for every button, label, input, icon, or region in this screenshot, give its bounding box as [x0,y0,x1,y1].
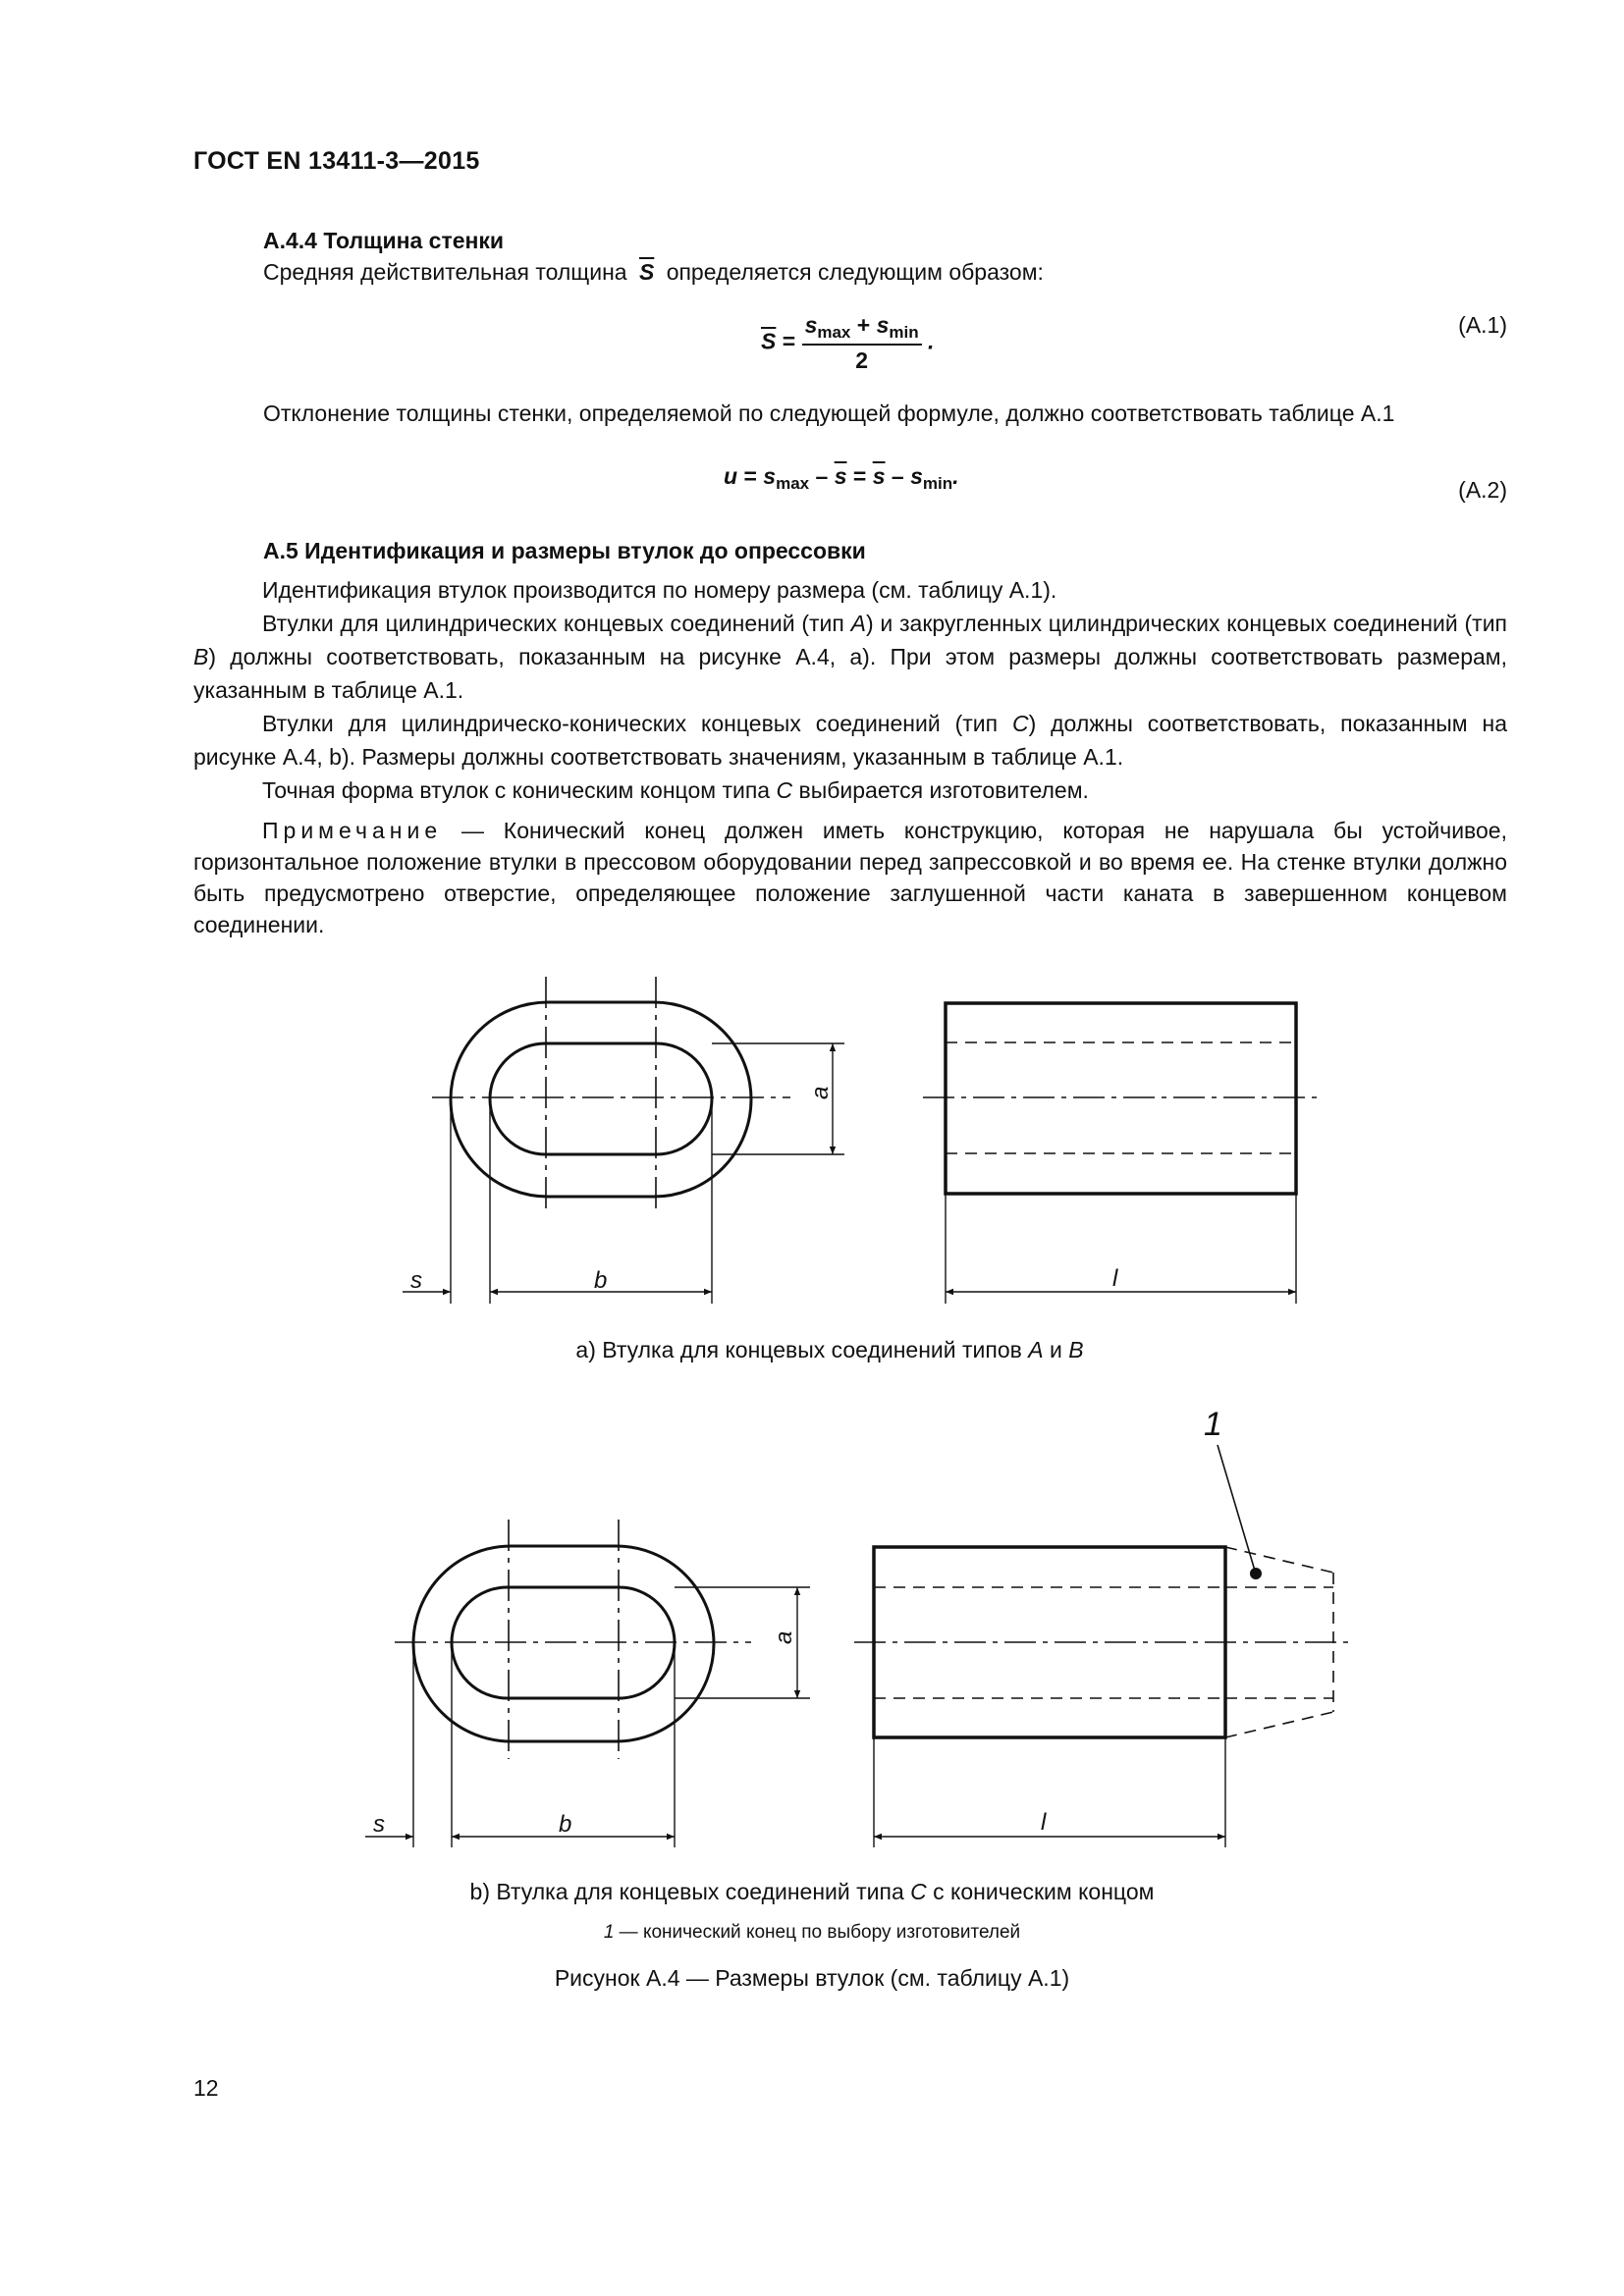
equation-number-a2: (А.2) [1458,477,1507,503]
formula2-u: u [724,463,738,489]
p2-type-a: A [850,611,866,636]
caption-a-mid: и [1043,1337,1069,1362]
label-b-a: b [594,1267,608,1294]
caption-b-suffix: с коническим концом [926,1879,1155,1904]
note-label: Примечание [262,818,443,843]
figure-title: Рисунок А.4 — Размеры втулок (см. таблицу А.1) [554,1965,1070,1991]
num-a-sub: max [817,323,851,342]
p2-type-b: B [193,644,209,669]
p3-a: Втулки для цилиндрическо-конических концевых соединений (тип [262,711,1012,736]
formula2-minus2: – [885,463,911,489]
label-a-a: a [807,1086,834,1099]
p4-b: выбирается изготовителем. [792,777,1089,803]
formula2-minus1: – [809,463,835,489]
outer-oval-b [413,1546,714,1741]
callout-dot [1250,1568,1262,1579]
caption-a-prefix: а) Втулка для концевых соединений типов [575,1337,1029,1362]
legend-number: 1 [603,1922,615,1943]
formula2-eq1: = [737,463,764,489]
label-s-a: s [410,1267,422,1294]
formula2-sbar2: $\overline{s}$ [872,463,886,489]
equation-number-a1: (А.1) [1458,312,1507,338]
p1-text: Идентификация втулок производится по номеру размера (см. таблицу А.1). [262,577,1057,603]
formula2-eq2: = [846,463,873,489]
num-a: s [804,312,818,338]
callout-number: 1 [1204,1406,1222,1443]
figure-legend [0,1922,1624,1944]
p3-b: ) должны соответствовать, показанным на рисунке А.4, b). Размеры должны соответствовать значениям, указанным в таблице А.1. [193,711,1507,770]
note-text: — Конический конец должен иметь конструкцию, которая не нарушала бы устойчивое, горизонтальное положение втулки в прессовом оборудовании перед запрессовкой и во время ее. На стенке втулки должно быть предусмотрено отверстие, определяющее положение заглушенной части каната в завершенном концевом соединении. [193,818,1507,937]
caption-figure-a [0,1337,1624,1363]
intro-after: определяется следующим образом: [666,259,1044,285]
section-a44-heading: А.4.4 Толщина стенки [263,228,505,253]
intro-symbol: $\overline{S}$ [638,259,655,285]
p2-b: ) и закругленных цилиндрических концевых соединений (тип [865,611,1508,636]
p3-type-c: C [1011,711,1029,736]
p4-type-c: C [776,777,793,803]
formula2-sbar1: $\overline{s}$ [834,463,847,489]
section-a5-heading: А.5 Идентификация и размеры втулок до опрессовки [263,538,866,563]
caption-a-type1: A [1028,1337,1044,1362]
inner-oval-a [490,1043,712,1154]
intro-before: Средняя действительная толщина [263,259,627,285]
callout-leader [1218,1445,1255,1571]
label-b-b: b [559,1811,572,1838]
figure-a-side-view [923,1003,1321,1304]
num-b: s [876,312,890,338]
formula2-s2-sub: min [922,474,953,493]
label-s-b: s [373,1811,385,1838]
cone-outline-bottom [1225,1712,1333,1737]
caption-b-prefix: b) Втулка для концевых соединений типа [469,1879,911,1904]
page-number: 12 [193,2075,219,2101]
label-a-b: a [771,1630,797,1644]
formula1-end: . [928,328,935,354]
figure-a-front-view [403,977,844,1304]
deviation-text: Отклонение толщины стенки, определяемой по следующей формуле, должно соответствовать таблице А.1 [263,400,1395,426]
figure-b-side-view [854,1445,1355,1847]
label-l-a: l [1112,1265,1118,1292]
p2-c: ) должны соответствовать, показанным на рисунке А.4, а). При этом размеры должны соответствовать размерам, указанным в таблице А.1. [193,644,1507,703]
caption-a-type2: B [1068,1337,1084,1362]
p4-a: Точная форма втулок с коническим концом типа [262,777,777,803]
formula1-lhs: $\overline{S}$ [761,328,777,354]
figure-b-front-view [365,1520,810,1847]
legend-text: — конический конец по выбору изготовителей [614,1922,1021,1943]
formula1-denominator: 2 [855,347,868,373]
formula2-s2: s [910,463,923,489]
p2-a: Втулки для цилиндрических концевых соединений (тип [262,611,851,636]
outer-oval-a [451,1002,751,1197]
label-l-b: l [1041,1809,1047,1836]
num-b-sub: min [889,323,919,342]
caption-figure-b [0,1879,1624,1905]
formula1-eq: = [782,328,796,354]
formula2-s1: s [763,463,777,489]
formula2-s1-sub: max [776,474,810,493]
document-header: ГОСТ EN 13411-3—2015 [193,147,480,175]
side-rect-a [946,1003,1296,1194]
cone-outline-top [1225,1547,1333,1573]
formula2-end: . [952,463,959,489]
num-plus: + [850,312,877,338]
caption-b-type: C [910,1879,927,1904]
